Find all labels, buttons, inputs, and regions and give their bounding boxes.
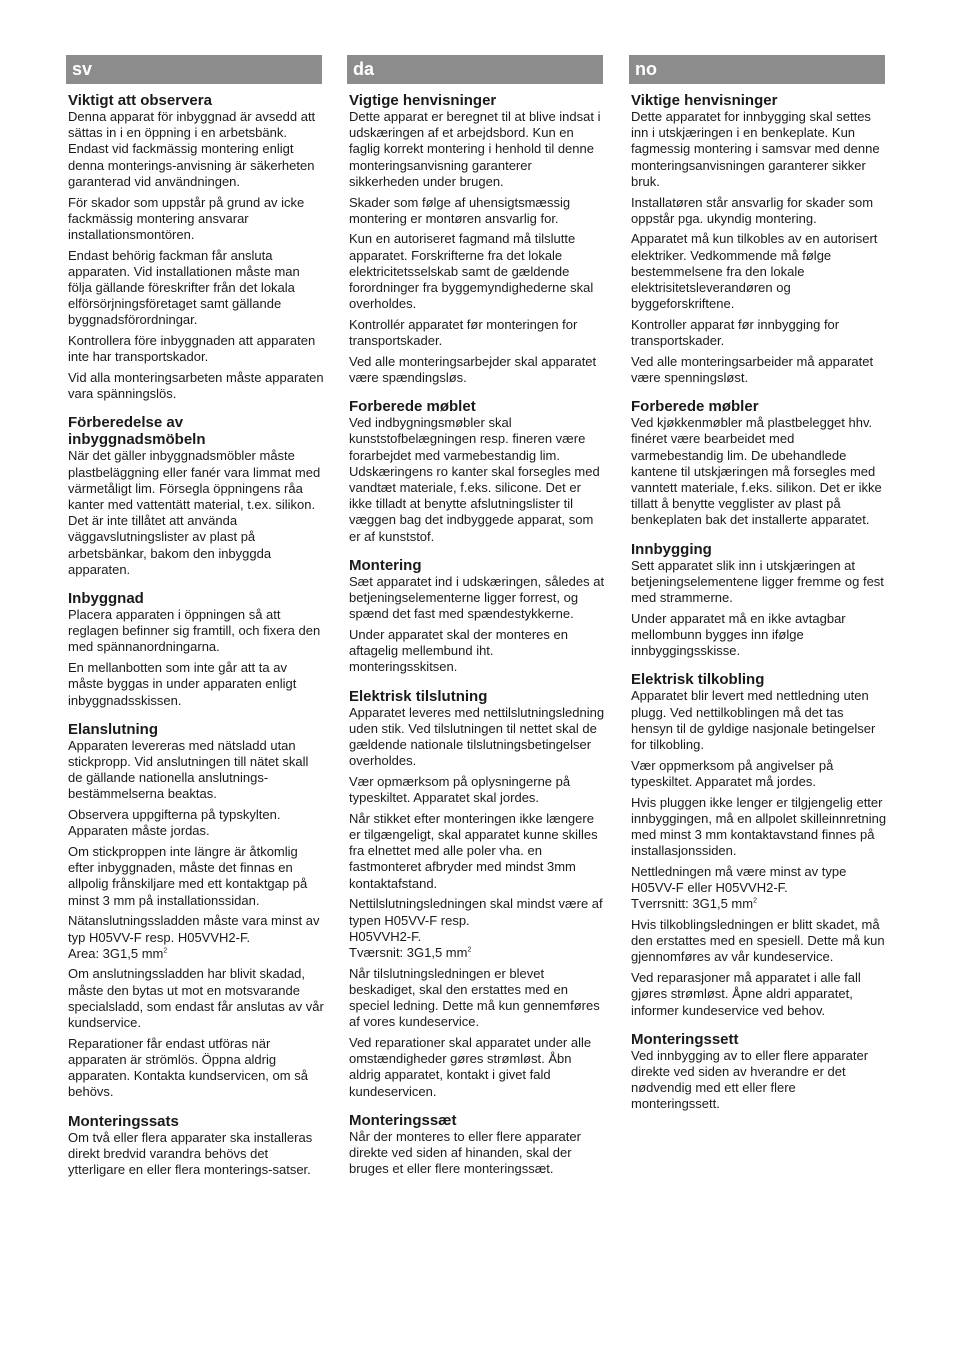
paragraph: Dette apparatet for innbygging skal settes inn i utskjæringen i en benkeplate. Kun fagmessig montering i samsvar med denne monteringsanvisningen garanterer sikker bruk.	[631, 109, 880, 189]
language-header-da: da	[347, 55, 603, 84]
paragraph: Apparatet leveres med nettilslutningsledning uden stik. Ved tilslutningen til nettet skal de gældende nationale tilslutningsbetingelser overholdes.	[349, 704, 605, 769]
paragraph: Vær opmærksom på oplysningerne på typeskiltet. Apparatet skal jordes.	[349, 773, 571, 806]
paragraph: Skader som følge af uhensigtsmæssig montering er montøren ansvarlig for.	[349, 194, 571, 226]
heading-important-notes: Viktige henvisninger	[631, 92, 778, 109]
heading-mounting-kit: Monteringssett	[631, 1030, 739, 1048]
paragraph: Vid alla monteringsarbeten måste apparaten vara spänningslös.	[68, 370, 324, 402]
heading-electrical-connection: Elanslutning	[68, 720, 158, 738]
paragraph: Denna apparat för inbyggnad är avsedd att sättas in i en öppning i en arbetsbänk. Endast vid fackmässig montering enligt denna monterings-anvisning är säkerheten garanterad vid användningen.	[68, 109, 316, 189]
column-danish	[349, 55, 605, 1182]
paragraph: Kontrollera före inbyggnaden att apparaten inte har transportskador.	[68, 333, 316, 365]
paragraph: En mellanbotten som inte går att ta av måste byggas in under apparaten enligt inbyggnadsskissen.	[68, 660, 297, 708]
paragraph: Når der monteres to eller flere apparater direkte ved siden af hinanden, skal der bruges et eller flere monteringssæt.	[349, 1128, 581, 1177]
paragraph: Når tilslutningsledningen er blevet beskadiget, skal den erstattes med en speciel ledning. Dette må kun gennemføres af vores kundeservice.	[349, 965, 600, 1030]
paragraph-cable-spec	[631, 864, 887, 913]
heading-prepare-furniture: Förberedelse av inbyggnadsmöbeln	[68, 414, 206, 449]
paragraph: Vær oppmerksom på angivelser på typeskiltet. Apparatet må jordes.	[631, 757, 834, 789]
paragraph: Om stickproppen inte längre är åtkomlig efter inbyggnaden, måste det finnas en allpolig frånskiljare med ett kontaktgap på minst 3 mm på installationssidan.	[68, 844, 308, 908]
paragraph: Kun en autoriseret fagmand må tilslutte apparatet. Forskrifterne fra det lokale elektricitetsselskab samt de gældende forordninger fra byggemyndighederne skal overholdes.	[349, 231, 594, 312]
paragraph: Om två eller flera apparater ska installeras direkt bredvid varandra behövs det ytterligare en eller flera monterings-satser.	[68, 1129, 313, 1177]
paragraph: Ved reparasjoner må apparatet i alle fall gjøres strømløst. Åpne aldri apparatet, informer kundeservice ved behov.	[631, 970, 861, 1018]
cable-spec-text: Nätanslutningssladden måste vara minst av typ H05VV-F resp. H05VVH2-F. Area: 3G1,5 mm	[68, 913, 320, 961]
heading-electrical-connection: Elektrisk tilkobling	[631, 671, 765, 689]
heading-mounting-kit: Monteringssats	[68, 1112, 179, 1130]
paragraph: Placera apparaten i öppningen så att reglagen befinner sig framtill, och fixera den med spännanordningarna.	[68, 607, 321, 655]
column-norwegian	[631, 55, 887, 1117]
paragraph: Hvis tilkoblingsledningen er blitt skadet, må den erstattes med en spesiell. Dette må kun gjennomføres av vår kundeservice.	[631, 917, 885, 965]
paragraph: Reparationer får endast utföras när apparaten är strömlös. Öppna aldrig apparaten. Kontakta kundservicen, om så behövs.	[68, 1035, 308, 1100]
paragraph: Installatøren står ansvarlig for skader som oppstår pga. ukyndig montering.	[631, 194, 874, 226]
paragraph: Kontrollér apparatet før monteringen for transportskader.	[349, 316, 578, 349]
paragraph: Ved reparationer skal apparatet under alle omstændigheder gøres strømløst. Åbn aldrig apparatet, kontakt i givet fald kundeservicen.	[349, 1034, 592, 1099]
paragraph: När det gäller inbyggnadsmöbler måste plastbeläggning eller fanér vara limmat med värmetåligt lim. Försegla öppningens råa kanter med vattentätt material, t.ex. silikon. Det är inte tillåtet att använda väggavslutningslister av plast på arbetsbänkar, bakom den inbyggda apparaten.	[68, 448, 321, 577]
paragraph: Ved alle monteringsarbeider må apparatet være spenningsløst.	[631, 353, 874, 386]
paragraph: Dette apparat er beregnet til at blive indsat i udskæringen af et arbejdsbord. Kun en faglig korrekt montering i henhold til denne monteringsanvisning garanterer sikkerheden under brugen.	[349, 109, 601, 189]
paragraph: Ved kjøkkenmøbler må plastbelegget hhv. finéret være bearbeidet med varmebestandig lim. De ubehandlede kantene til utskjæringen må forsegles med vanntett materiale, f.eks. silikon. Det er ikke tillatt å benytte vegglister av plast på benkeplaten bak det installerte apparatet.	[631, 415, 882, 528]
heading-prepare-furniture: Forberede møblet	[349, 398, 476, 416]
paragraph: Sett apparatet slik inn i utskjæringen at betjeningselementene ligger fremme og fest med strammerne.	[631, 557, 884, 606]
paragraph-cable-spec	[349, 896, 605, 961]
paragraph: Når stikket efter monteringen ikke længere er tilgængeligt, skal apparatet kunne skilles fra elnettet med alle poler vha. en fastmonteret afbryder med mindst 3mm kontaktafstand.	[349, 810, 598, 891]
paragraph: Under apparatet skal der monteres en aftagelig mellembund iht. monteringsskitsen.	[349, 626, 568, 675]
column-swedish	[68, 55, 324, 1183]
superscript: 2	[467, 946, 472, 954]
paragraph: Ved innbygging av to eller flere apparater direkte ved siden av hverandre er det nødvendig med ett eller flere monteringssett.	[631, 1047, 869, 1112]
paragraph: Under apparatet må en ikke avtagbar mellombunn bygges inn ifølge innbyggingsskisse.	[631, 610, 846, 659]
heading-installation: Montering	[349, 556, 422, 574]
paragraph: Apparatet blir levert med nettledning uten plugg. Ved nettilkoblingen må det tas hensyn til de gyldige nasjonale betingelser for tilkobling.	[631, 688, 876, 752]
paragraph: Apparaten levereras med nätsladd utan stickpropp. Vid anslutningen till nätet skall de gällande nationella anslutnings-bestämmelserna beaktas.	[68, 737, 309, 802]
heading-mounting-kit: Monteringssæt	[349, 1111, 457, 1129]
paragraph: Kontroller apparat før innbygging for transportskader.	[631, 316, 840, 349]
paragraph: Om anslutningssladden har blivit skadad, måste den bytas ut mot en motsvarande specialsladd, som endast får anslutas av vår kundservice.	[68, 966, 324, 1031]
heading-installation: Inbyggnad	[68, 590, 144, 608]
paragraph: Observera uppgifterna på typskylten. Apparaten måste jordas.	[68, 807, 281, 839]
paragraph: Endast behörig fackman får ansluta apparaten. Vid installationen måste man följa gällande föreskrifter från det lokala elförsörjningsföretaget samt gällande byggnadsförordningar.	[68, 247, 300, 328]
heading-prepare-furniture: Forberede møbler	[631, 398, 759, 416]
superscript: 2	[163, 947, 168, 955]
paragraph-cable-spec	[68, 913, 324, 962]
paragraph: Sæt apparatet ind i udskæringen, således at betjeningselementerne ligger forrest, og spænd det fast med spændestykkerne.	[349, 573, 605, 622]
paragraph: För skador som uppstår på grund av icke fackmässig montering ansvarar installationsmontören.	[68, 194, 305, 242]
paragraph: Ved indbygningsmøbler skal kunststofbelægningen resp. fineren være forarbejdet med varmebestandig lim. Udskæringens ro kanter skal forsegles med vandtæt materiale, f.eks. silicone. Det er ikke tilladt at benytte afslutningslister til væggen bag det indbyggede apparat, som er af kunststof.	[349, 415, 600, 544]
paragraph: Hvis pluggen ikke lenger er tilgjengelig etter innbyggingen, må en allpolet skilleinnretning med minst 3 mm kontaktavstand finnes på installasjonssiden.	[631, 794, 887, 859]
heading-installation: Innbygging	[631, 540, 712, 558]
heading-electrical-connection: Elektrisk tilslutning	[349, 687, 488, 705]
column-content-sv	[68, 92, 324, 1178]
cable-spec-text: Nettilslutningsledningen skal mindst være af typen H05VV-F resp. H05VVH2-F. Tværsnit: 3G1,5 mm	[349, 896, 603, 960]
language-header-sv: sv	[66, 55, 322, 84]
heading-important-notes: Vigtige henvisninger	[349, 92, 497, 109]
column-content-no	[631, 92, 887, 1113]
cable-spec-text: Nettledningen må være minst av type H05VV-F eller H05VVH2-F. Tverrsnitt: 3G1,5 mm	[631, 863, 847, 912]
paragraph: Ved alle monteringsarbejder skal apparatet være spændingsløs.	[349, 353, 597, 386]
language-header-no: no	[629, 55, 885, 84]
column-content-da	[349, 92, 605, 1177]
heading-important-notes: Viktigt att observera	[68, 92, 212, 109]
paragraph: Apparatet må kun tilkobles av en autorisert elektriker. Vedkommende må følge bestemmelsene fra den lokale elektrisitetsleverandøren og byggeforskriftene.	[631, 231, 878, 312]
superscript: 2	[753, 898, 757, 905]
